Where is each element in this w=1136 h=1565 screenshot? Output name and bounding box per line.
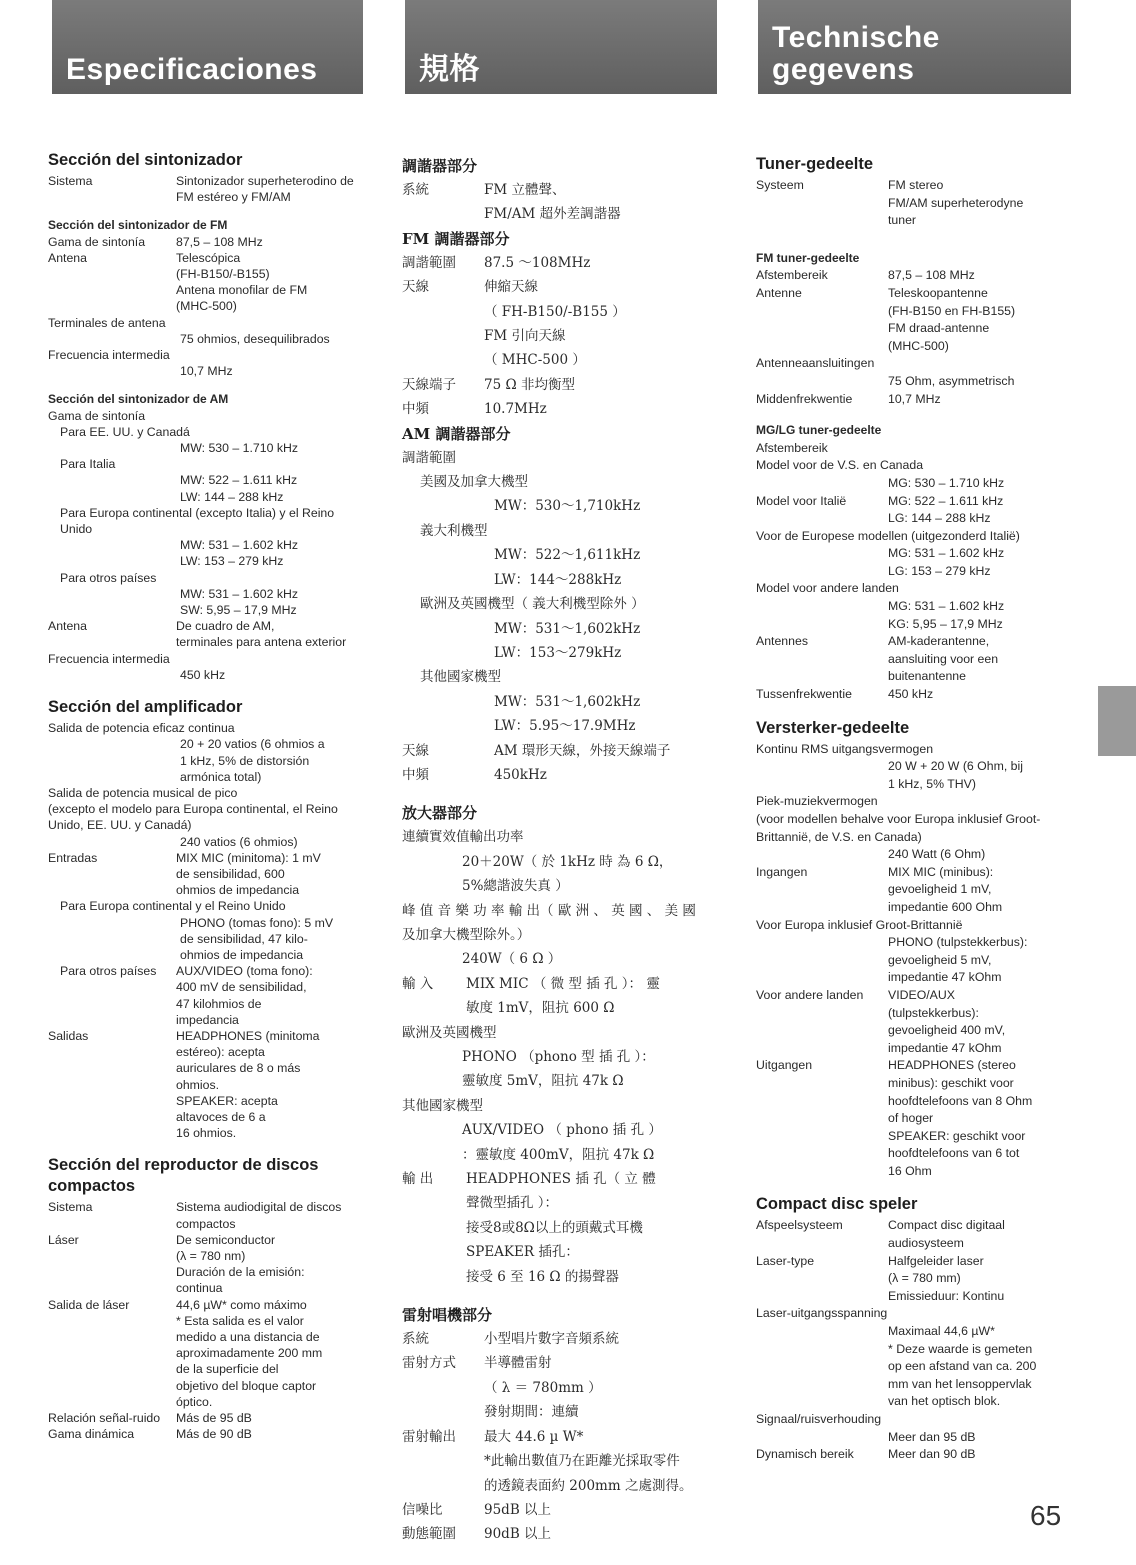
section-title: Sección del amplificador [48,698,243,717]
spec-row: Dynamisch bereik Meer dan 90 dB [756,1447,976,1462]
spec-value: PHONO （phono 型 插 孔 ）： 靈敏度 5mV，阻抗 47k Ω [462,1049,655,1090]
spec-row: 雷射方式 半導體雷射 （ λ ＝ 780mm ） 發射期間：連續 [402,1355,602,1421]
spec-row: Salida de láser 44,6 µW* como máximo * Esta salida es el valor medido a una distancia de aproximadamente 200 mm de la superficie del objetivo del bloque captor óptico. [48,1297,323,1409]
spec-label: 其他國家機型 [402,1097,483,1114]
spec-value: MW: 531 – 1.602 kHz SW: 5,95 – 17,9 MHz [180,586,299,618]
subsection-title: MG/LG tuner-gedeelte [756,423,882,438]
spec-value: 240W（ 6 Ω ） [462,951,562,968]
spec-label: Para EE. UU. y Canadá [60,424,190,439]
section-title: Tuner-gedeelte [756,155,874,173]
spec-value: MW: 522 – 1.611 kHz LW: 144 – 288 kHz [180,473,298,504]
spec-value: 20＋20W（ 於 1kHz 時 為 6 Ω， 5%總諧波失真 ） [462,853,673,895]
spec-row: Sistema Sistema audiodigital de discos compactos [48,1200,342,1231]
spec-value: MG: 531 – 1.602 kHz KG: 5,95 – 17,9 MHz [888,599,1005,631]
spec-row: 天線端子 75 Ω 非均衡型 [402,376,575,393]
spec-row: 系統 小型唱片數字音頻系統 [402,1331,619,1348]
spec-label: Terminales de antena [48,315,166,330]
spec-label: Afstembereik [756,440,828,455]
header-es [52,0,363,94]
header-title-nl: Technische gegevens [772,21,940,86]
section-title: Versterker-gedeelte [756,718,910,737]
spec-row: 天線 AM 環形天線，外接天線端子 [402,742,671,759]
spec-value: 450 kHz [180,667,226,682]
spec-value: 240 Watt (6 Ohm) [888,847,986,862]
spec-row: Middenfrekwentie 10,7 MHz [756,391,941,406]
spec-label: Model voor andere landen [756,581,899,596]
spec-value: MW: 531 – 1.602 kHz LW: 153 – 279 kHz [180,538,299,569]
spec-row: Voor andere landen VIDEO/AUX (tulpstekkerbus): gevoeligheid 400 mV, impedantie 47 kOhm [756,987,1006,1055]
spec-value: 240 vatios (6 ohmios) [180,834,298,849]
header-nl [758,0,1071,94]
spec-value: 75 ohmios, desequilibrados [180,331,330,346]
spec-label: Gama de sintonía [48,408,146,423]
spec-label: 美國及加拿大機型 [420,474,528,491]
spec-row: Ingangen MIX MIC (minibus): gevoeligheid 1 mV, impedantie 600 Ohm [756,864,1003,914]
spec-label: 歐洲及英國機型 [402,1024,497,1041]
spec-row: Uitgangen HEADPHONES (stereo minibus): geschikt voor hoofdtelefoons van 8 Ohm of hoger SPEAKER: geschikt voor hoofdtelefoons van 6 tot 16 Ohm [756,1058,1033,1178]
spec-label: 峰 值 音 樂 功 率 輸 出（ 歐 洲 、 英 國 、 美 國 及加拿大機型除外。） [402,902,696,943]
spec-label: Para Europa continental y el Reino Unido [60,899,286,914]
spec-label: Signaal/ruisverhouding [756,1412,882,1426]
spec-value: MW: 530 – 1.710 kHz [180,441,299,456]
section-title: Sección del sintonizador [48,151,243,169]
spec-value: PHONO (tulpstekkerbus): gevoeligheid 5 mV, impedantie 47 kOhm [888,935,1028,985]
spec-value: MW：522～1,611kHz LW：144～288kHz [494,547,641,588]
spec-row: Tussenfrekwentie 450 kHz [756,687,934,702]
spec-label: 其他國家機型 [420,669,501,686]
spec-row: Sistema Sintonizador superheterodino de FM estéreo y FM/AM [48,174,354,205]
spec-label: 連續實效值輸出功率 [402,829,524,846]
spec-row: Systeem FM stereo FM/AM superheterodyne tuner [756,178,1024,228]
spec-value: MW：530～1,710kHz [494,498,641,515]
section-title: FM 調諧器部分 [402,229,510,248]
spec-label: Model voor de V.S. en Canada [756,458,924,473]
spec-row: 調諧範圍 87.5 ～108MHz [402,254,591,271]
column-chinese [402,140,718,1547]
spec-label: Voor de Europese modellen (uitgezonderd Italië) [756,528,1020,543]
spec-label: Piek-muziekvermogen (voor modellen behalve voor Europa inklusief Groot-Brittannië, de V.S. en Canada) [756,794,1041,844]
spec-row: Gama dinámica Más de 90 dB [48,1427,252,1442]
spec-label: Laser-uitgangsspanning [756,1306,888,1321]
spec-row: Gama de sintonía 87,5 – 108 MHz [48,234,263,249]
spec-value: MW：531～1,602kHz LW：5.95～17.9MHz [494,693,641,735]
subsection-title: FM tuner-gedeelte [756,250,860,265]
spec-value: MG: 531 – 1.602 kHz LG: 153 – 279 kHz [888,546,1005,578]
spec-row: Antennes AM-kaderantenne, aansluiting voor een buitenantenne [756,634,999,684]
spec-label: 義大利機型 [420,522,488,539]
spec-label: 調諧範圍 [402,449,456,466]
spec-row: 天線 伸縮天線 （ FH-B150/-B155 ） FM 引向天線 （ MHC-500 ） [402,279,626,369]
spec-value: 10,7 MHz [180,364,233,379]
section-title: 調諧器部分 [402,157,478,175]
spec-label: Frecuencia intermedia [48,651,170,666]
spec-value: AUX/VIDEO （ phono 插 孔 ） ：靈敏度 400mV，阻抗 47k Ω [462,1122,662,1163]
spec-value: PHONO (tomas fono): 5 mV de sensibilidad, 47 kilo- ohmios de impedancia [180,915,334,962]
spec-value: 20 W + 20 W (6 Ohm, bij 1 kHz, 5% THV) [888,759,1023,791]
spec-value: MW：531～1,602kHz LW：153～279kHz [494,620,641,661]
spec-row: Para otros países AUX/VIDEO (toma fono): 400 mV de sensibilidad, 47 kilohmios de impedancia [60,964,313,1027]
subsection-title: Sección del sintonizador de AM [48,392,229,407]
section-title: Compact disc speler [756,1195,918,1214]
spec-row: 輸 入 MIX MIC （ 微 型 插 孔 ）： 靈 敏度 1mV，阻抗 600 Ω [402,975,660,1017]
spec-value: Meer dan 95 dB [888,1429,976,1444]
section-tab-marker [1098,686,1136,756]
spec-label: Para Europa continental (excepto Italia) y el Reino Unido [60,505,335,537]
spec-value: Maximaal 44,6 µW* * Deze waarde is gemeten op een afstand van ca. 200 mm van het lensoppervlak van het optisch blok. [888,1324,1037,1409]
spec-label: 歐洲及英國機型（ 義大利機型除外 ） [420,596,645,613]
spec-row: Laser-type Halfgeleider laser (λ = 780 mm) Emissieduur: Kontinu [756,1253,1005,1303]
spec-row: Antena De cuadro de AM, terminales para antena exterior [48,619,347,650]
spec-row: Antenne Teleskoopantenne (FH-B150 en FH-B155) FM draad-antenne (MHC-500) [756,285,1016,353]
column-dutch [756,148,1072,1464]
page-number: 65 [1030,1500,1062,1531]
spec-row: 輸 出 HEADPHONES 插 孔（ 立 體 聲微型插孔 ）： 接受8或8Ω以上的頭戴式耳機 SPEAKER 插孔： 接受 6 至 16 Ω 的揚聲器 [402,1171,656,1285]
section-title: AM 調諧器部分 [402,424,511,443]
spec-value: 75 Ohm, asymmetrisch [888,373,1015,388]
spec-value: MG: 530 – 1.710 kHz [888,475,1005,490]
spec-row: 雷射輸出 最大 44.6 µ W* *此輸出數值乃在距離光採取零件 的透鏡表面約 200mm 之處測得。 [402,1428,693,1494]
spec-label: Antenneaansluitingen [756,356,875,371]
spec-row: 系統 FM 立體聲、 FM/AM 超外差調諧器 [402,182,621,223]
section-title: Sección del reproductor de discos compactos [48,1156,319,1196]
spec-row: Antena Telescópica (FH-B150/-B155) Antena monofilar de FM (MHC-500) [48,250,308,314]
header-zh [405,0,717,94]
column-spanish [48,144,362,1442]
spec-label: Salida de potencia eficaz continua [48,721,235,736]
spec-row: Model voor Italië MG: 522 – 1.611 kHz LG: 144 – 288 kHz [756,493,1004,526]
spec-row: 信噪比 95dB 以上 [402,1501,552,1518]
spec-label: Kontinu RMS uitgangsvermogen [756,741,934,756]
spec-row: Salidas HEADPHONES (minitoma estéreo): acepta auriculares de 8 o más ohmios. SPEAKER: acepta altavoces de 6 a 16 ohmios. [48,1028,320,1141]
spec-row: Afspeelsysteem Compact disc digitaal audiosysteem [756,1218,1005,1251]
spec-row: 中頻 10.7MHz [402,401,547,418]
header-title-zh: 規格 [419,52,480,87]
spec-value: 20 + 20 vatios (6 ohmios a 1 kHz, 5% de distorsión armónica total) [180,737,325,784]
spec-row: Entradas MIX MIC (minitoma): 1 mV de sensibilidad, 600 ohmios de impedancia [48,850,321,898]
header-title-es: Especificaciones [66,53,318,86]
spec-label: Voor Europa inklusief Groot-Brittannië [756,917,963,932]
section-title: 雷射唱機部分 [402,1306,493,1325]
spec-row: Láser De semiconductor (λ = 780 nm) Duración de la emisión: continua [48,1232,305,1296]
spec-label: Para Italia [60,457,116,472]
spec-row: Afstembereik 87,5 – 108 MHz [756,268,975,283]
spec-label: Para otros países [60,570,157,585]
spec-row: 動態範圍 90dB 以上 [402,1526,552,1543]
spec-row: 中頻 450kHz [402,766,547,783]
subsection-title: Sección del sintonizador de FM [48,218,228,233]
section-title: 放大器部分 [402,804,478,823]
spec-label: Salida de potencia musical de pico (excepto el modelo para Europa continental, el Reino Unido, EE. UU. y Canadá) [48,785,338,833]
spec-row: Relación señal-ruido Más de 95 dB [48,1411,252,1426]
spec-label: Frecuencia intermedia [48,348,170,363]
